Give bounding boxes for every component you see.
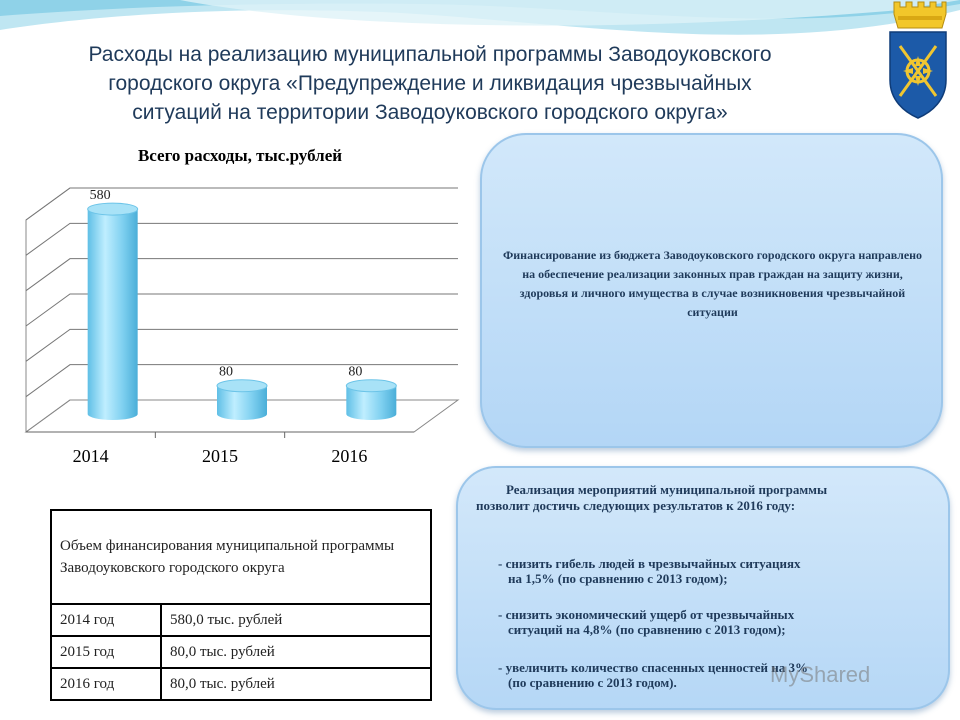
result-item-1-line-1: - снизить гибель людей в чрезвычайных ситуациях [498, 556, 801, 571]
funding-table [50, 509, 432, 701]
coat-of-arms-icon [884, 0, 952, 120]
data-label: 80 [348, 364, 363, 380]
x-tick-label: 2016 [331, 446, 368, 466]
result-item-2-line-1: - снизить экономический ущерб от чрезвычайных [498, 607, 795, 622]
title-line-1: Расходы на реализацию муниципальной программы Заводоуковского [88, 43, 772, 66]
results-intro: Реализация мероприятий муниципальной программы позволит достичь следующих результатов к 2016 году: [476, 482, 828, 513]
title-line-2: городского округа «Предупреждение и ликвидация чрезвычайных [108, 72, 752, 95]
page-title [20, 40, 840, 127]
result-item-2-line-2: ситуаций на 4,8% (по сравнению с 2013 годом); [508, 622, 786, 637]
title-line-3: ситуаций на территории Заводоуковского городского округа» [132, 101, 728, 124]
bar [217, 380, 267, 420]
bar [88, 203, 138, 420]
info-box-text: Финансирование из бюджета Заводоуковского городского округа направлено на обеспечение реализации законных прав граждан на защиту жизни, здоровья и личного имущества в случае возникновения чрезвычайной ситуации [502, 248, 923, 319]
table-cell-year: 2016 год [51, 668, 161, 700]
funding-table-header: Объем финансирования муниципальной программы Заводоуковского городского округа [51, 510, 431, 604]
table-cell-amount: 80,0 тыс. рублей [161, 636, 431, 668]
total-expenses-chart [0, 180, 470, 480]
data-label: 580 [89, 188, 111, 204]
result-item-3-line-1: - увеличить количество спасенных ценностей на 3% [498, 660, 809, 675]
table-cell-amount: 580,0 тыс. рублей [161, 604, 431, 636]
table-row [51, 668, 431, 700]
bar [346, 380, 396, 420]
table-row [51, 604, 431, 636]
table-row [51, 636, 431, 668]
data-label: 80 [219, 364, 233, 380]
watermark: MyShared [770, 662, 871, 687]
x-tick-label: 2015 [202, 446, 238, 466]
table-cell-year: 2014 год [51, 604, 161, 636]
table-cell-year: 2015 год [51, 636, 161, 668]
x-tick-label: 2014 [72, 446, 109, 466]
chart-title: Всего расходы, тыс.рублей [137, 146, 343, 165]
result-item-3-line-2: (по сравнению с 2013 годом). [508, 675, 677, 690]
table-cell-amount: 80,0 тыс. рублей [161, 668, 431, 700]
result-item-1-line-2: на 1,5% (по сравнению с 2013 годом); [508, 571, 728, 586]
